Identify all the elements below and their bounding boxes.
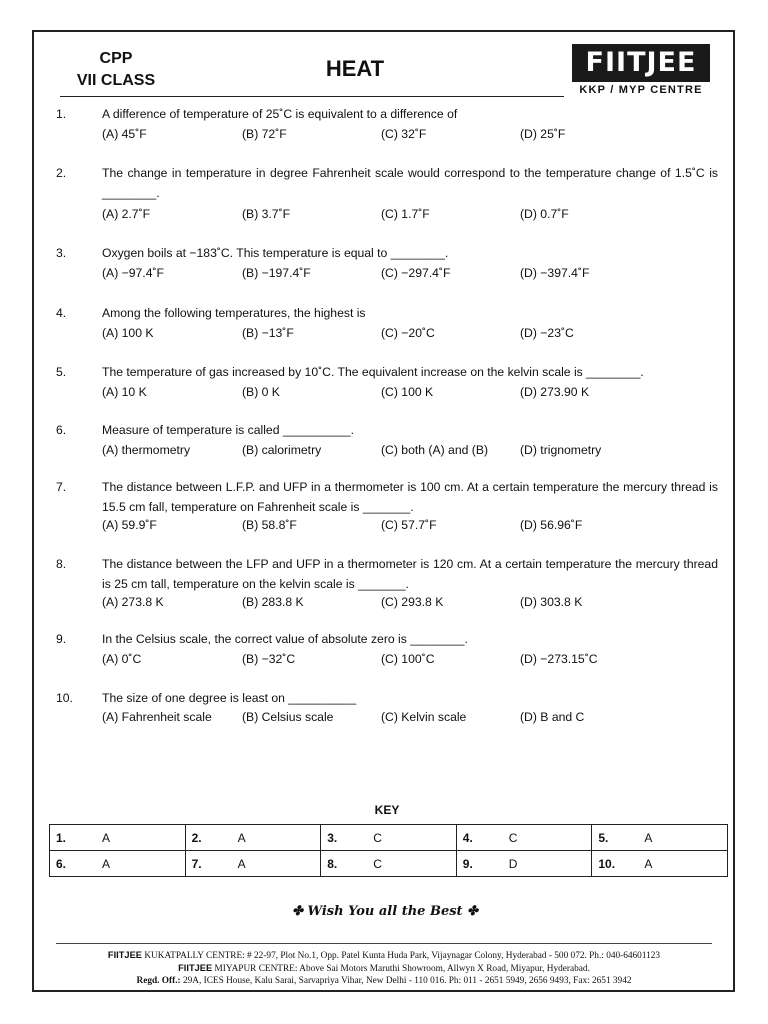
question-number: 1. bbox=[56, 107, 67, 121]
key-answer: A bbox=[237, 856, 246, 871]
option-c: (C) both (A) and (B) bbox=[381, 443, 489, 457]
question-stem: The distance between the LFP and UFP in a thermometer is 120 cm. At a certain temperature the mercury thread is 25 cm tall, temperature on the kelvin scale is _______. bbox=[102, 557, 718, 591]
question-options bbox=[102, 385, 718, 403]
key-number: 2. bbox=[191, 830, 202, 845]
question-number: 2. bbox=[56, 166, 67, 180]
key-title: KEY bbox=[374, 803, 400, 817]
question-number: 6. bbox=[56, 423, 67, 437]
table-row bbox=[50, 851, 728, 877]
key-cell bbox=[592, 825, 728, 851]
question-stem: Measure of temperature is called __________. bbox=[102, 423, 355, 437]
key-number: 6. bbox=[56, 856, 67, 871]
option-a: (A) Fahrenheit scale bbox=[102, 710, 212, 724]
footer-rule bbox=[56, 943, 712, 944]
footer-brand: FIITJEE bbox=[178, 963, 213, 973]
key-answer: A bbox=[102, 830, 111, 845]
option-b: (B) −197.4˚F bbox=[242, 266, 311, 280]
key-number: 1. bbox=[56, 830, 67, 845]
footer-brand: FIITJEE bbox=[107, 950, 143, 960]
key-cell bbox=[50, 851, 186, 877]
option-a: (A) 2.7˚F bbox=[102, 207, 151, 221]
key-number: 10. bbox=[598, 856, 616, 871]
option-c: (C) 100 K bbox=[381, 385, 434, 399]
key-cell bbox=[456, 851, 592, 877]
footer-address: MIYAPUR CENTRE: Above Sai Motors Maruthi Showroom, Allwyn X Road, Miyapur, Hyderabad. bbox=[214, 964, 590, 974]
option-c: (C) 1.7˚F bbox=[381, 207, 430, 221]
key-number: 5. bbox=[598, 830, 609, 845]
option-d: (D) −273.15˚C bbox=[520, 652, 598, 666]
key-answer: C bbox=[373, 856, 382, 871]
key-number: 3. bbox=[327, 830, 338, 845]
option-c: (C) −297.4˚F bbox=[381, 266, 451, 280]
option-c: (C) −20˚C bbox=[381, 326, 435, 340]
key-cell bbox=[456, 825, 592, 851]
key-answer: A bbox=[644, 856, 653, 871]
option-b: (B) Celsius scale bbox=[242, 710, 334, 724]
option-b: (B) 3.7˚F bbox=[242, 207, 291, 221]
question-number: 4. bbox=[56, 306, 67, 320]
option-a: (A) 45˚F bbox=[102, 127, 147, 141]
question-number: 5. bbox=[56, 365, 67, 379]
question-stem: The change in temperature in degree Fahrenheit scale would correspond to the temperature change of 1.5˚C is ________. bbox=[102, 166, 718, 200]
option-c: (C) Kelvin scale bbox=[381, 710, 467, 724]
option-d: (D) −23˚C bbox=[520, 326, 574, 340]
question-options bbox=[102, 595, 718, 613]
option-d: (D) B and C bbox=[520, 710, 585, 724]
footer-regd-office bbox=[40, 975, 728, 988]
option-d: (D) 56.96˚F bbox=[520, 518, 583, 532]
question-options bbox=[102, 266, 718, 284]
key-number: 4. bbox=[462, 830, 473, 845]
question-options bbox=[102, 127, 718, 145]
key-answer: A bbox=[102, 856, 111, 871]
option-b: (B) −13˚F bbox=[242, 326, 294, 340]
option-a: (A) 10 K bbox=[102, 385, 147, 399]
key-number: 7. bbox=[191, 856, 202, 871]
question-options bbox=[102, 443, 718, 461]
option-d: (D) 303.8 K bbox=[520, 595, 583, 609]
question-number: 10. bbox=[56, 691, 73, 705]
key-cell bbox=[50, 825, 186, 851]
key-answer: C bbox=[373, 830, 382, 845]
question-stem: The temperature of gas increased by 10˚C. The equivalent increase on the kelvin scale is ________. bbox=[102, 365, 644, 379]
question-number: 8. bbox=[56, 557, 67, 571]
centre-label: KKP / MYP CENTRE bbox=[579, 84, 703, 96]
question-options bbox=[102, 326, 718, 344]
header-class bbox=[76, 48, 156, 92]
key-answer: D bbox=[508, 856, 518, 871]
key-cell bbox=[185, 851, 321, 877]
question-number: 7. bbox=[56, 480, 67, 494]
key-answer: A bbox=[644, 830, 653, 845]
footer-kukatpally bbox=[40, 949, 728, 963]
page-title: HEAT bbox=[325, 56, 385, 81]
option-b: (B) 0 K bbox=[242, 385, 280, 399]
question-stem: The distance between L.F.P. and UFP in a thermometer is 100 cm. At a certain temperature the mercury thread is 15.5 cm fall, temperature on Fahrenheit scale is _______. bbox=[102, 480, 718, 514]
option-a: (A) 100 K bbox=[102, 326, 154, 340]
question-stem: In the Celsius scale, the correct value of absolute zero is ________. bbox=[102, 632, 468, 646]
option-d: (D) trignometry bbox=[520, 443, 602, 457]
question-options bbox=[102, 518, 718, 536]
answer-key-table bbox=[49, 824, 728, 877]
question-stem: The size of one degree is least on __________ bbox=[102, 691, 357, 705]
question-options bbox=[102, 652, 718, 670]
key-answer: A bbox=[237, 830, 246, 845]
option-c: (C) 293.8 K bbox=[381, 595, 444, 609]
option-d: (D) 0.7˚F bbox=[520, 207, 569, 221]
option-c: (C) 32˚F bbox=[381, 127, 427, 141]
key-cell bbox=[321, 851, 457, 877]
footer-address: 29A, ICES House, Kalu Sarai, Sarvapriya Vihar, New Delhi - 110 016. Ph: 011 - 2651 5949, 2656 9493, Fax: 2651 3942 bbox=[180, 976, 632, 986]
option-c: (C) 100˚C bbox=[381, 652, 435, 666]
footer-regd-label: Regd. Off.: bbox=[136, 976, 181, 986]
key-answer: C bbox=[508, 830, 518, 845]
question-options bbox=[102, 710, 718, 728]
key-number: 9. bbox=[462, 856, 473, 871]
option-d: (D) 273.90 K bbox=[520, 385, 590, 399]
option-a: (A) −97.4˚F bbox=[102, 266, 164, 280]
option-b: (B) −32˚C bbox=[242, 652, 296, 666]
question-stem: Oxygen boils at −183˚C. This temperature is equal to ________. bbox=[102, 246, 449, 260]
option-b: (B) calorimetry bbox=[242, 443, 322, 457]
option-c: (C) 57.7˚F bbox=[381, 518, 437, 532]
question-stem: Among the following temperatures, the highest is bbox=[102, 306, 366, 320]
question-number: 3. bbox=[56, 246, 67, 260]
question-number: 9. bbox=[56, 632, 67, 646]
option-b: (B) 58.8˚F bbox=[242, 518, 297, 532]
wish-text: ✤ Wish You all the Best ✤ bbox=[292, 904, 478, 919]
footer-address: KUKATPALLY CENTRE: # 22-97, Plot No.1, Opp. Patel Kunta Huda Park, Vijaynagar Colony, Hyderabad - 500 072. Ph.: 040-64601123 bbox=[144, 951, 661, 961]
header-rule bbox=[60, 96, 564, 97]
key-cell bbox=[321, 825, 457, 851]
class-label: VII CLASS bbox=[76, 72, 156, 89]
question-stem: A difference of temperature of 25˚C is equivalent to a difference of bbox=[102, 107, 458, 121]
table-row bbox=[50, 825, 728, 851]
option-a: (A) 0˚C bbox=[102, 652, 142, 666]
key-cell bbox=[185, 825, 321, 851]
option-d: (D) −397.4˚F bbox=[520, 266, 590, 280]
option-a: (A) 273.8 K bbox=[102, 595, 164, 609]
option-a: (A) 59.9˚F bbox=[102, 518, 157, 532]
cpp-label: CPP bbox=[99, 50, 133, 67]
footer-miyapur bbox=[40, 962, 728, 976]
fiitjee-logo: FIITJEE bbox=[572, 44, 710, 82]
key-cell bbox=[592, 851, 728, 877]
question-options bbox=[102, 207, 718, 225]
key-number: 8. bbox=[327, 856, 338, 871]
option-a: (A) thermometry bbox=[102, 443, 191, 457]
option-b: (B) 72˚F bbox=[242, 127, 287, 141]
option-d: (D) 25˚F bbox=[520, 127, 566, 141]
option-b: (B) 283.8 K bbox=[242, 595, 304, 609]
